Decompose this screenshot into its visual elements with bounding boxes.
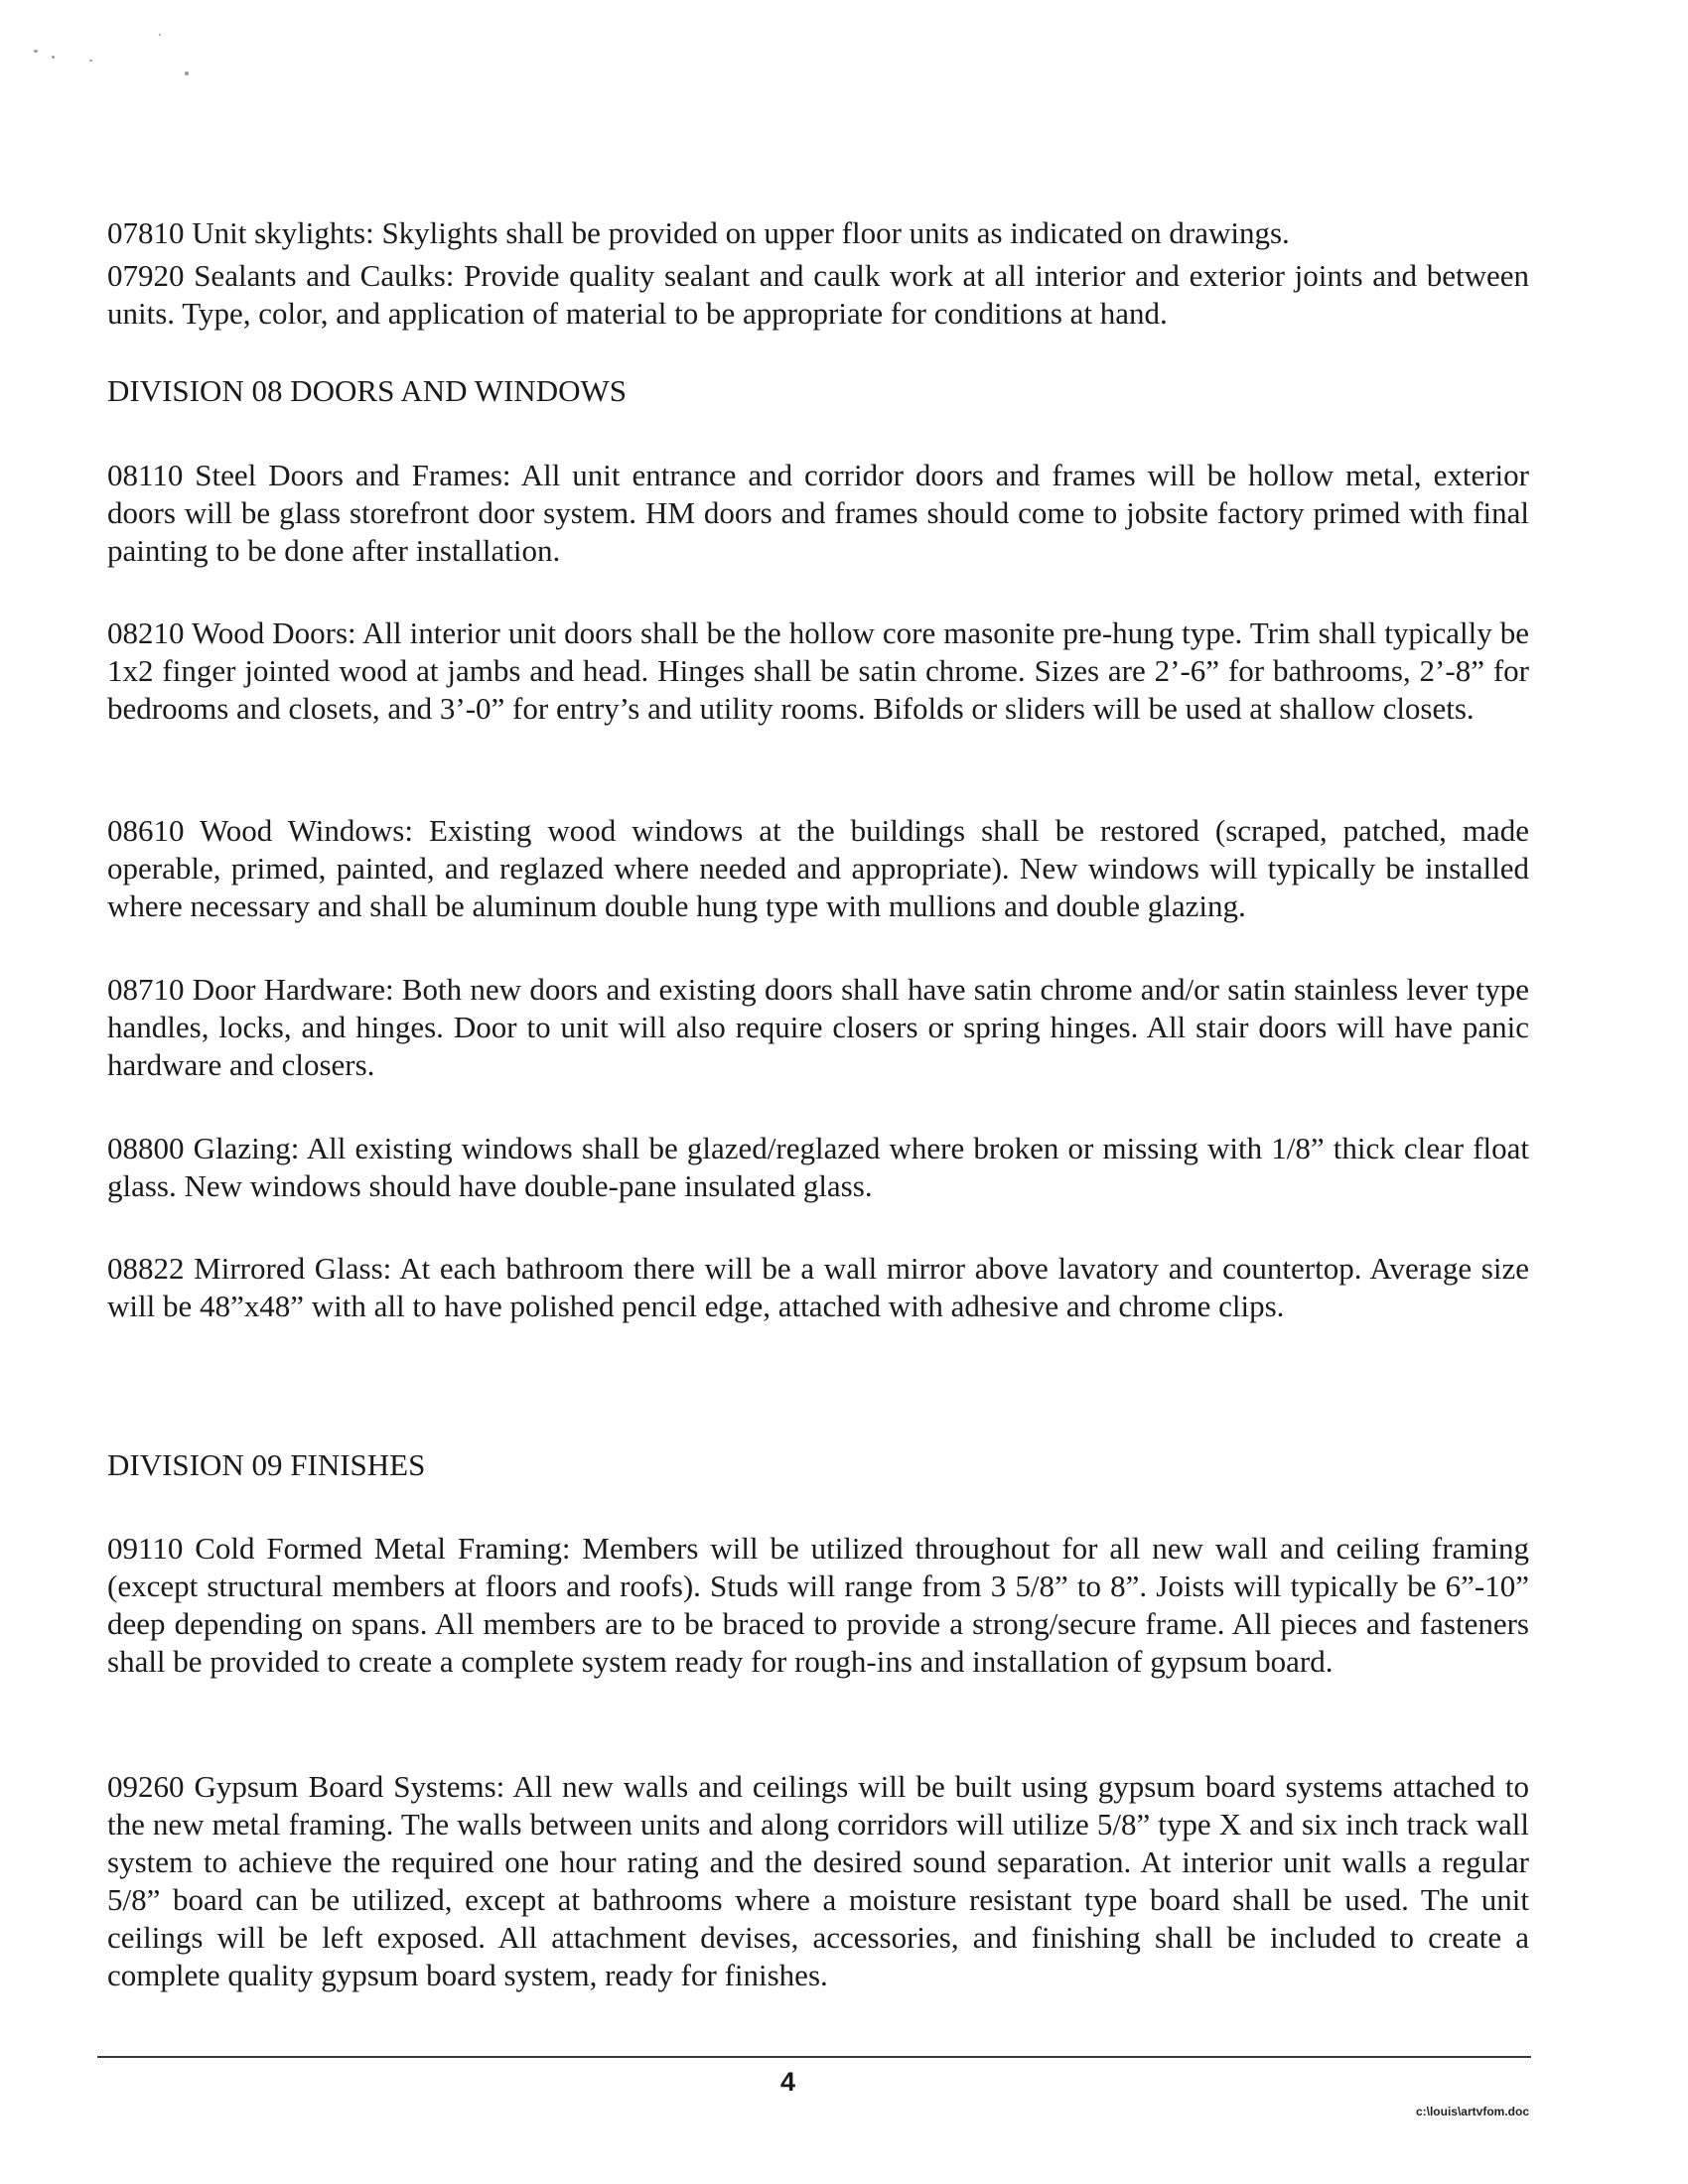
section-08210: 08210 Wood Doors: All interior unit doors shall be the hollow core masonite pre-hung type. Trim shall typically be 1x2 finger jointed wood at jambs and head. Hinges shall be satin chrome. Sizes are 2’-6” for bathrooms, 2’-8” for bedrooms and closets, and 3’-0” for entry’s and utility rooms. Bifolds or sliders will be used at shallow closets. — [107, 615, 1529, 726]
scan-speck — [52, 56, 55, 59]
scan-speck — [89, 60, 92, 62]
scan-speck — [159, 34, 161, 36]
scan-speck — [34, 50, 38, 53]
section-08822: 08822 Mirrored Glass: At each bathroom there will be a wall mirror above lavatory and countertop. Average size will be 48”x48” with all to have polished pencil edge, attached with adhesive and chrome clips. — [107, 1251, 1529, 1323]
footer-rule — [97, 2056, 1531, 2058]
section-09110: 09110 Cold Formed Metal Framing: Members will be utilized throughout for all new wall and ceiling framing (except structural members at floors and roofs). Studs will range from 3 5/8” to 8”. Joists will typically be 6”-10” deep depending on spans. All members are to be braced to provide a strong/secure frame. All pieces and fasteners shall be provided to create a complete system ready for rough-ins and installation of gypsum board. — [107, 1531, 1529, 1679]
section-07920: 07920 Sealants and Caulks: Provide quality sealant and caulk work at all interior and exterior joints and between units. Type, color, and application of material to be appropriate for conditions at hand. — [107, 258, 1529, 331]
division-09-heading: DIVISION 09 FINISHES — [107, 1447, 426, 1482]
section-08110: 08110 Steel Doors and Frames: All unit entrance and corridor doors and frames will be hollow metal, exterior doors will be glass storefront door system. HM doors and frames should come to jobsite factory primed with final painting to be done after installation. — [107, 458, 1529, 568]
section-08800: 08800 Glazing: All existing windows shall be glazed/reglazed where broken or missing with 1/8” thick clear float glass. New windows should have double-pane insulated glass. — [107, 1131, 1529, 1203]
section-07810: 07810 Unit skylights: Skylights shall be provided on upper floor units as indicated on drawings. — [107, 215, 1290, 250]
scan-speck — [185, 71, 189, 75]
section-08710: 08710 Door Hardware: Both new doors and existing doors shall have satin chrome and/or satin stainless lever type handles, locks, and hinges. Door to unit will also require closers or spring hinges. All stair doors will have panic hardware and closers. — [107, 972, 1529, 1082]
page-number: 4 — [780, 2067, 796, 2097]
division-08-heading: DIVISION 08 DOORS AND WINDOWS — [107, 373, 627, 408]
section-09260: 09260 Gypsum Board Systems: All new walls and ceilings will be built using gypsum board systems attached to the new metal framing. The walls between units and along corridors will utilize 5/8” type X and six inch track wall system to achieve the required one hour rating and the desired sound separation. At interior unit walls a regular 5/8” board can be utilized, except at bathrooms where a moisture resistant type board shall be used. The unit ceilings will be left exposed. All attachment devises, accessories, and finishing shall be included to create a complete quality gypsum board system, ready for finishes. — [107, 1769, 1529, 1992]
section-08610: 08610 Wood Windows: Existing wood windows at the buildings shall be restored (scraped, patched, made operable, primed, painted, and reglazed where needed and appropriate). New windows will typically be installed where necessary and shall be aluminum double hung type with mullions and double glazing. — [107, 813, 1529, 923]
file-path: c:\louis\artvfom.doc — [1415, 2105, 1529, 2118]
